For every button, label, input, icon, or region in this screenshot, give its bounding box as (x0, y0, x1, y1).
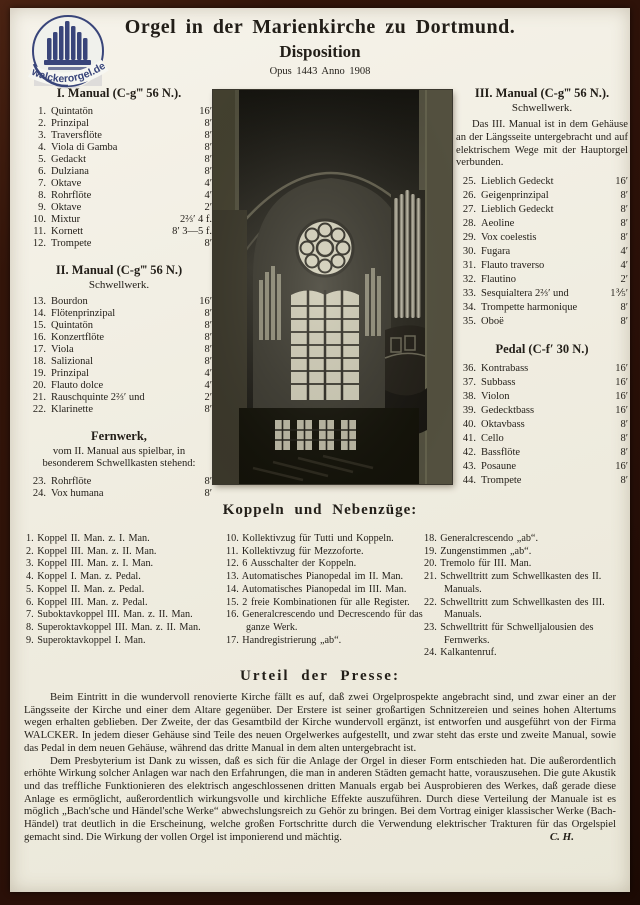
list-item: 4. Koppel I. Man. z. Pedal. (26, 571, 141, 583)
church-interior-photo (213, 90, 452, 484)
stop-name: Gedecktbass (481, 405, 535, 417)
stop-pitch: 8′ (204, 118, 212, 129)
stop-number: 14. (32, 308, 46, 319)
stop-name: Viola (51, 344, 74, 355)
stop-pitch: 8′ (204, 356, 212, 367)
koppeln-column-1 (26, 533, 226, 660)
stop-number: 27. (462, 204, 476, 216)
stop-pitch: 8′ (204, 154, 212, 165)
stop-row (456, 231, 628, 245)
page-title: Orgel in der Marienkirche zu Dortmund. (124, 16, 516, 38)
koppeln-columns (26, 533, 618, 660)
stop-pitch: 16′ (199, 106, 212, 117)
stop-number: 21. (32, 392, 46, 403)
manual2-stop-list (26, 296, 212, 416)
manual2-subheading: Schwellwerk. (88, 279, 150, 291)
presse-heading: Urteil der Presse: (240, 668, 400, 684)
manual3-stop-list (456, 175, 628, 329)
stop-name: Bourdon (51, 296, 88, 307)
stop-pitch: 8′ (204, 487, 212, 499)
stop-number: 40. (462, 419, 476, 431)
stop-name: Prinzipal (51, 368, 89, 379)
stop-number: 10. (32, 214, 46, 225)
stop-number: 19. (32, 368, 46, 379)
stop-number: 24. (32, 487, 46, 499)
stop-pitch: 8′ (204, 332, 212, 343)
stop-name: Lieblich Gedeckt (481, 176, 554, 188)
list-item: 7. Suboktavkoppel III. Man. z. II. Man. (26, 609, 193, 621)
list-item: 11. Kollektivzug für Mezzoforte. (226, 545, 364, 557)
stop-number: 36. (462, 363, 476, 375)
stop-row (26, 296, 212, 308)
stop-row (456, 273, 628, 287)
stop-name: Gedackt (51, 154, 86, 165)
list-item: 14. Automatisches Pianopedal im III. Man. (226, 583, 407, 595)
stop-pitch: 4′ (204, 178, 212, 189)
logo-text: walckerorgel.de (29, 59, 108, 86)
stop-pitch: 8′ (620, 218, 628, 230)
list-item: 13. Automatisches Pianopedal im II. Man. (226, 571, 404, 583)
stop-number: 20. (32, 380, 46, 391)
presse-signature: C. H. (549, 830, 574, 843)
stop-row (456, 404, 628, 418)
manual3-heading: III. Manual (C-g‴ 56 N.). (474, 86, 610, 100)
stop-number: 31. (462, 260, 476, 272)
page-subtitle: Disposition (279, 42, 361, 61)
stop-name: Trompete (481, 475, 522, 487)
stop-pitch: 2′ (620, 274, 628, 286)
stop-row (26, 130, 212, 142)
manual3-subheading: Schwellwerk. (511, 102, 573, 114)
stop-row (26, 356, 212, 368)
stop-name: Rohrflöte (51, 475, 92, 487)
stop-name: Cello (481, 433, 504, 445)
stop-row (456, 390, 628, 404)
stop-name: Trompette harmonique (481, 302, 578, 314)
stop-name: Traversflöte (51, 130, 102, 141)
stop-number: 26. (462, 190, 476, 202)
stop-number: 34. (462, 302, 476, 314)
stop-number: 44. (462, 475, 476, 487)
stop-pitch: 8′ 3—5 f. (172, 226, 212, 237)
stop-row (456, 189, 628, 203)
stop-row (26, 320, 212, 332)
stop-name: Flauto dolce (51, 380, 104, 391)
stop-pitch: 4′ (620, 260, 628, 272)
stop-row (26, 344, 212, 356)
stop-row (26, 166, 212, 178)
stop-pitch: 8′ (620, 475, 628, 487)
stop-pitch: 8′ (204, 344, 212, 355)
list-item: 19. Zungenstimmen „ab“. (424, 545, 532, 557)
stop-row (456, 362, 628, 376)
manual3-note: Das III. Manual ist in dem Gehäuse an der Längsseite untergebracht und auf elektrischem Wege mit der Hauptorgel verbunden. (456, 119, 628, 169)
stop-pitch: 16′ (615, 377, 628, 389)
stop-pitch: 1⅗′ (610, 288, 628, 300)
stop-name: Lieblich Gedeckt (481, 204, 554, 216)
stop-name: Trompete (51, 238, 92, 249)
stop-pitch: 16′ (615, 391, 628, 403)
fernwerk-stop-list (26, 476, 212, 500)
list-item: 5. Koppel II. Man. z. Pedal. (26, 583, 145, 595)
stop-row (456, 217, 628, 231)
koppeln-column-3 (424, 533, 618, 660)
manual2-heading: II. Manual (C-g‴ 56 N.) (55, 263, 183, 277)
stop-number: 5. (38, 154, 46, 165)
stop-pitch: 8′ (204, 130, 212, 141)
list-item: 15. 2 freie Kombinationen für alle Register. (226, 596, 410, 608)
list-item: 17. Handregistrierung „ab“. (226, 634, 342, 646)
stop-name: Quintatön (51, 106, 93, 117)
stop-number: 4. (38, 142, 46, 153)
stop-name: Flauto traverso (481, 260, 545, 272)
stop-pitch: 16′ (615, 176, 628, 188)
stop-pitch: 8′ (204, 142, 212, 153)
stop-row (26, 106, 212, 118)
stop-pitch: 4′ (204, 368, 212, 379)
stop-row (26, 368, 212, 380)
stop-name: Kontrabass (481, 363, 529, 375)
page-header (10, 16, 630, 77)
list-item: 1. Koppel II. Man. z. I. Man. (26, 533, 150, 544)
fernwerk-heading: Fernwerk, (91, 429, 147, 443)
stop-number: 41. (462, 433, 476, 445)
koppeln-column-2 (226, 533, 424, 660)
stop-pitch: 16′ (199, 296, 212, 307)
list-item: 22. Schwelltritt zum Schwellkasten des III. Manuals. (424, 596, 605, 621)
koppeln-heading: Koppeln und Nebenzüge: (222, 502, 418, 518)
stop-number: 16. (32, 332, 46, 343)
list-item: 20. Tremolo für III. Man. (424, 558, 532, 570)
stop-pitch: 8′ (620, 447, 628, 459)
stop-pitch: 16′ (615, 461, 628, 473)
document-page (10, 8, 630, 892)
stop-row (26, 226, 212, 238)
stop-number: 11. (33, 226, 46, 237)
stop-pitch: 2⅔′ 4 f. (179, 214, 212, 225)
stop-number: 42. (462, 447, 476, 459)
stop-row (456, 175, 628, 189)
presse-paragraph-2: Dem Presbyterium ist Dank zu wissen, daß es sich für die Anlage der Orgel in dieser Form entschieden hat. Die außerordentlich erhöhte Wirkung solcher Anlagen war nach den Erfahrungen, die man in anderen Städten gemacht hatte, vorauszusehen. Die gute Akustik und das treffliche Funktionieren des elektrisch angeschlossenen dritten Manuals ergab bei Ausprobieren des Werkes, daß gerade diese Anlage es ermöglicht, außerordentlich wirkungsvolle und kirchliche Effekte auszuführen. Durch diese Verteilung der Manuale ist es möglich „Bach'sche und Händel'sche Werke“ abwechslungsreich zu Gehör zu bringen. Bei dem Vortrag einiger klassischer Werke (Bach-Händel) trat deutlich in die Erscheinung, welche großen Fortschritte durch die Verwendung elektrischer Trakturen für das Orgelspiel gemacht sind. Die Wirkung der vollen Orgel ist imponierend und mächtig. (24, 754, 616, 843)
stop-pitch: 8′ (204, 475, 212, 487)
stop-row (26, 404, 212, 416)
stop-row (456, 418, 628, 432)
list-item: 6. Koppel III. Man. z. Pedal. (26, 596, 148, 608)
list-item: 23. Schwelltritt für Schwelljalousien des Fernwerks. (424, 621, 594, 646)
stop-pitch: 4′ (204, 190, 212, 201)
stop-name: Flautino (481, 274, 517, 286)
stop-number: 25. (462, 176, 476, 188)
stop-name: Flötenprinzipal (51, 308, 116, 319)
stop-name: Mixtur (51, 214, 81, 225)
stop-pitch: 8′ (204, 320, 212, 331)
stop-row (26, 202, 212, 214)
stop-name: Rohrflöte (51, 190, 92, 201)
presse-paragraph-1: Beim Eintritt in die wundervoll renovierte Kirche fällt es auf, daß zwei Orgelprospekte angebracht sind, und zwar einer an der Längsseite der Kirche und einer dem Altare gegenüber. Der Erstere ist seiner großartigen Schnitzereien und seines hohen Altertums wegen erhalten geblieben. Der Zweite, der das Gesamtbild der Kirche wundervoll ergänzt, ist entworfen und ausgeführt von der Firma WALCKER. In jedem dieser Gehäuse sind Teile des neuen Orgelwerkes aufgestellt, und zwar steht das erste und zweite Manual, sowie das Pedal in dem neuen Gehäuse, während das dritte Manual in dem alten untergebracht ist. (24, 691, 616, 754)
list-item: 3. Koppel III. Man. z. I. Man. (26, 558, 154, 570)
list-item: 8. Superoktavkoppel III. Man. z. II. Man. (26, 621, 201, 633)
stop-pitch: 8′ (620, 419, 628, 431)
stop-pitch: 16′ (615, 405, 628, 417)
stop-name: Fugara (481, 246, 511, 258)
list-item: 16. Generalcrescendo und Decrescendo für das ganze Werk. (226, 609, 423, 633)
stop-name: Konzertflöte (51, 332, 105, 343)
list-item: 18. Generalcrescendo „ab“. (424, 533, 538, 544)
stop-row (456, 245, 628, 259)
stop-pitch: 8′ (620, 204, 628, 216)
stop-number: 2. (38, 118, 46, 129)
fernwerk-description: vom II. Manual aus spielbar, in besonderem Schwellkasten stehend: (42, 446, 196, 470)
stop-row (456, 301, 628, 315)
stop-pitch: 8′ (620, 302, 628, 314)
stop-row (456, 287, 628, 301)
stop-name: Violon (481, 391, 510, 403)
stop-name: Geigenprinzipal (481, 190, 549, 202)
stop-number: 15. (32, 320, 46, 331)
stop-row (26, 214, 212, 226)
stop-number: 28. (462, 218, 476, 230)
stop-row (26, 118, 212, 130)
stop-name: Posaune (481, 461, 516, 473)
list-item: 2. Koppel III. Man. z. II. Man. (26, 545, 157, 557)
stop-name: Oktave (51, 178, 82, 189)
stop-number: 3. (38, 130, 46, 141)
stop-pitch: 8′ (204, 308, 212, 319)
stop-number: 7. (38, 178, 46, 189)
stop-pitch: 8′ (204, 404, 212, 415)
stop-number: 23. (32, 475, 46, 487)
stop-number: 29. (462, 232, 476, 244)
stop-name: Klarinette (51, 404, 93, 415)
stop-row (26, 476, 212, 488)
stop-number: 39. (462, 405, 476, 417)
stop-pitch: 16′ (615, 363, 628, 375)
stop-name: Viola di Gamba (51, 142, 118, 153)
list-item: 21. Schwelltritt zum Schwellkasten des II. Manuals. (424, 571, 602, 595)
stop-name: Salizional (51, 356, 93, 367)
stop-pitch: 2′ (204, 202, 212, 213)
right-column (456, 86, 628, 488)
stop-name: Dulziana (51, 166, 89, 177)
stop-name: Oktavbass (481, 419, 525, 431)
stop-pitch: 4′ (204, 380, 212, 391)
stop-row (456, 432, 628, 446)
stop-row (456, 460, 628, 474)
stop-name: Rauschquinte 2⅔′ und (51, 392, 145, 403)
stop-row (26, 308, 212, 320)
pedal-stop-list (456, 362, 628, 488)
manual1-stop-list (26, 106, 212, 250)
stop-name: Oboë (481, 316, 504, 328)
stop-number: 8. (38, 190, 46, 201)
stop-name: Oktave (51, 202, 82, 213)
stop-row (456, 203, 628, 217)
stop-row (26, 238, 212, 250)
stop-number: 22. (32, 404, 46, 415)
stop-row (26, 190, 212, 202)
stop-pitch: 8′ (620, 190, 628, 202)
stop-number: 38. (462, 391, 476, 403)
stop-pitch: 8′ (204, 166, 212, 177)
stop-row (456, 315, 628, 329)
stop-row (26, 178, 212, 190)
stop-name: Sesquialtera 2⅔′ und (481, 288, 569, 300)
stop-name: Prinzipal (51, 118, 89, 129)
stop-name: Subbass (481, 377, 516, 389)
stop-name: Bassflöte (481, 447, 521, 459)
stop-number: 1. (38, 106, 46, 117)
stop-number: 9. (38, 202, 46, 213)
stop-row (456, 376, 628, 390)
stop-number: 18. (32, 356, 46, 367)
stop-row (456, 259, 628, 273)
stop-number: 33. (462, 288, 476, 300)
presse-text (24, 691, 616, 843)
stop-name: Aeoline (481, 218, 515, 230)
list-item: 9. Superoktavkoppel I. Man. (26, 634, 146, 646)
stop-row (456, 474, 628, 488)
left-column (26, 86, 212, 500)
stop-pitch: 8′ (620, 232, 628, 244)
list-item: 10. Kollektivzug für Tutti und Koppeln. (226, 533, 394, 544)
stop-number: 37. (462, 377, 476, 389)
opus-line: Opus 1443 Anno 1908 (269, 66, 371, 77)
stop-pitch: 2′ (204, 392, 212, 403)
stop-pitch: 8′ (620, 316, 628, 328)
list-item: 12. 6 Ausschalter der Koppeln. (226, 558, 357, 570)
stop-number: 12. (32, 238, 46, 249)
manual1-heading: I. Manual (C-g‴ 56 N.). (56, 86, 182, 100)
stop-number: 32. (462, 274, 476, 286)
stop-row (26, 488, 212, 500)
stop-name: Vox coelestis (481, 232, 537, 244)
stop-row (26, 332, 212, 344)
stop-pitch: 8′ (204, 238, 212, 249)
stop-number: 35. (462, 316, 476, 328)
stop-number: 13. (32, 296, 46, 307)
stop-row (26, 392, 212, 404)
stop-row (26, 142, 212, 154)
stop-row (26, 154, 212, 166)
stop-row (456, 446, 628, 460)
stop-name: Vox humana (51, 487, 104, 499)
stop-name: Kornett (51, 226, 84, 237)
pedal-heading: Pedal (C-f′ 30 N.) (495, 342, 589, 357)
stop-number: 6. (38, 166, 46, 177)
stop-number: 43. (462, 461, 476, 473)
stop-name: Quintatön (51, 320, 93, 331)
stop-number: 30. (462, 246, 476, 258)
stop-number: 17. (32, 344, 46, 355)
list-item: 24. Kalkantenruf. (424, 647, 497, 659)
stop-pitch: 8′ (620, 433, 628, 445)
stop-row (26, 380, 212, 392)
stop-pitch: 4′ (620, 246, 628, 258)
